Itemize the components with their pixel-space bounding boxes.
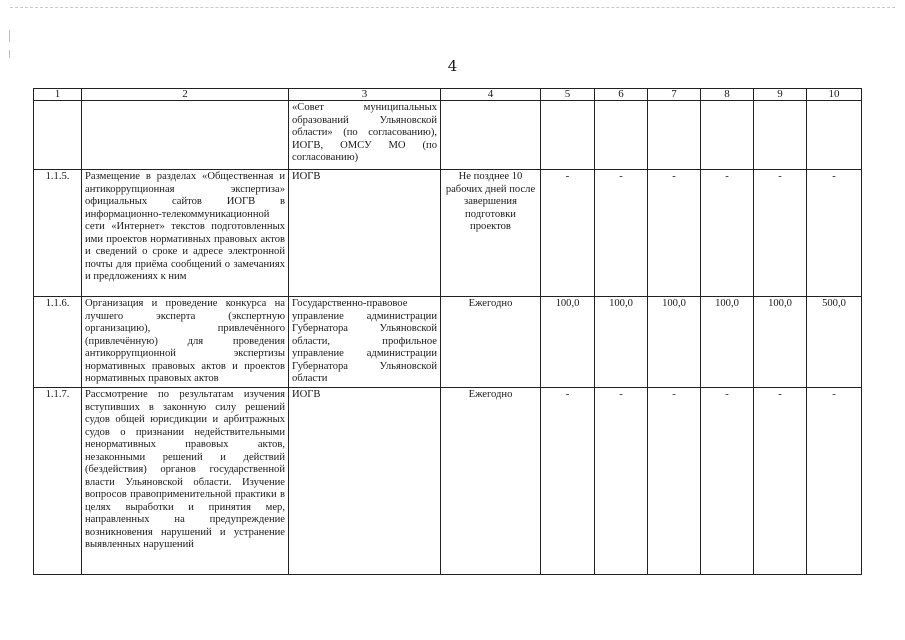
funding-value: - — [595, 170, 648, 297]
measures-table — [33, 88, 862, 575]
item-number: 1.1.6. — [34, 297, 82, 388]
term-cell: Ежегодно — [441, 388, 541, 575]
funding-value: - — [701, 388, 754, 575]
funding-value: 100,0 — [754, 297, 807, 388]
column-number-header-row — [34, 89, 862, 101]
column-header: 5 — [541, 89, 595, 101]
funding-value — [701, 101, 754, 170]
column-header: 3 — [289, 89, 441, 101]
funding-value: - — [754, 388, 807, 575]
funding-value: - — [541, 170, 595, 297]
measure-description: Организация и проведение конкурса на лучшего эксперта (экспертную организацию), привлечённого (привлечённую) для проведения антикоррупционной экспертизы нормативных правовых актов и проектов нормативных правовых актов — [82, 297, 289, 388]
funding-value — [754, 101, 807, 170]
funding-value — [648, 101, 701, 170]
funding-value: - — [701, 170, 754, 297]
scan-margin-mark — [9, 30, 10, 42]
table-row — [34, 101, 862, 170]
funding-value: 100,0 — [541, 297, 595, 388]
executor-cell: Государственно-правовое управление администрации Губернатора Ульяновской области, профильное управление администрации Губернатора Ульяновской области — [289, 297, 441, 388]
column-header: 2 — [82, 89, 289, 101]
scan-top-border — [10, 7, 895, 8]
term-cell — [441, 101, 541, 170]
column-header: 10 — [807, 89, 862, 101]
table-row — [34, 170, 862, 297]
funding-total: - — [807, 388, 862, 575]
funding-value: - — [541, 388, 595, 575]
funding-value: - — [595, 388, 648, 575]
funding-value: 100,0 — [648, 297, 701, 388]
item-number: 1.1.5. — [34, 170, 82, 297]
executor-cell: «Совет муниципальных образований Ульяновской области» (по согласованию), ИОГВ, ОМСУ МО (по согласованию) — [289, 101, 441, 170]
column-header: 7 — [648, 89, 701, 101]
column-header: 1 — [34, 89, 82, 101]
funding-total: - — [807, 170, 862, 297]
column-header: 6 — [595, 89, 648, 101]
page-number: 4 — [447, 57, 458, 75]
term-cell: Не позднее 10 рабочих дней после завершения подготовки проектов — [441, 170, 541, 297]
funding-value: - — [648, 388, 701, 575]
column-header: 4 — [441, 89, 541, 101]
term-cell: Ежегодно — [441, 297, 541, 388]
table-row — [34, 388, 862, 575]
funding-value: 100,0 — [595, 297, 648, 388]
column-header: 8 — [701, 89, 754, 101]
table-row — [34, 297, 862, 388]
column-header: 9 — [754, 89, 807, 101]
funding-total — [807, 101, 862, 170]
executor-cell: ИОГВ — [289, 388, 441, 575]
measure-description: Размещение в разделах «Общественная и антикоррупционная экспертиза» официальных сайтов ИОГВ в информационно-телекоммуникационной сети «Интернет» текстов подготовленных ими проектов нормативных правовых актов и сведений о сроке и адресе электронной почты для приёма сообщений о замечаниях и предложениях к ним — [82, 170, 289, 297]
executor-cell: ИОГВ — [289, 170, 441, 297]
funding-value: - — [648, 170, 701, 297]
measure-description — [82, 101, 289, 170]
item-number — [34, 101, 82, 170]
funding-value — [541, 101, 595, 170]
funding-total: 500,0 — [807, 297, 862, 388]
funding-value — [595, 101, 648, 170]
funding-value: - — [754, 170, 807, 297]
funding-value: 100,0 — [701, 297, 754, 388]
measure-description: Рассмотрение по результатам изучения вступивших в законную силу решений судов общей юрисдикции и арбитражных судов о признании недействительными ненормативных правовых актов, незаконными решений и действий (бездействия) органов государственной власти Ульяновской области. Изучение вопросов правоприменительной практики в целях выработки и принятия мер, направленных на предупреждение возникновения нарушений и устранение выявленных нарушений — [82, 388, 289, 575]
item-number: 1.1.7. — [34, 388, 82, 575]
